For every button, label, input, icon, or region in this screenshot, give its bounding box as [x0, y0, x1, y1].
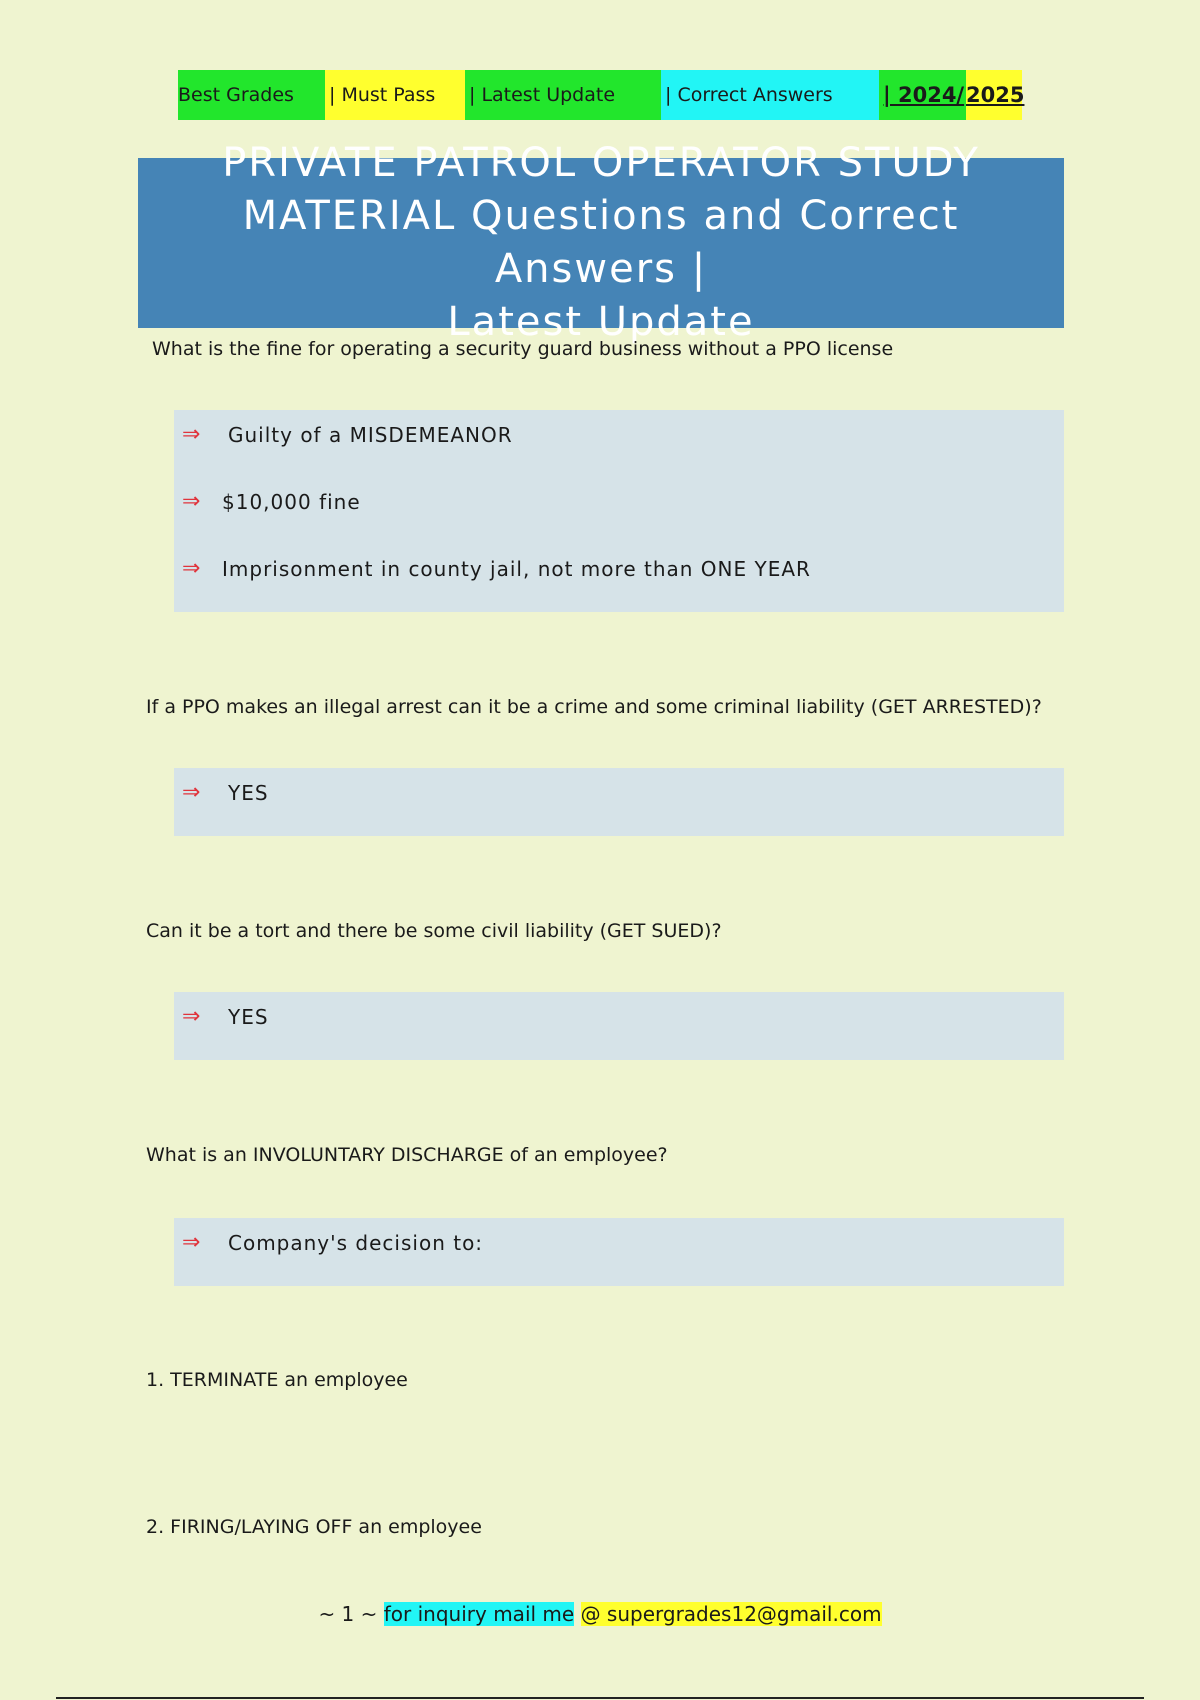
answer-box-3 [174, 992, 1064, 1060]
title-line-1: PRIVATE PATROL OPERATOR STUDY [222, 140, 980, 186]
inquiry-text: for inquiry mail me [383, 1602, 575, 1626]
double-arrow-right-icon: ⇒ [182, 556, 202, 581]
question-2: If a PPO makes an illegal arrest can it be a crime and some criminal liability (GET ARRESTED)? [146, 696, 1042, 718]
list-item: 1. TERMINATE an employee [146, 1369, 408, 1391]
answer-item [182, 556, 811, 581]
answer-text: YES [228, 780, 269, 805]
answer-text: Imprisonment in county jail, not more than ONE YEAR [222, 556, 811, 581]
answer-text: Company's decision to: [228, 1230, 484, 1255]
double-arrow-right-icon: ⇒ [182, 1004, 202, 1029]
double-arrow-right-icon: ⇒ [182, 1230, 202, 1255]
banner-year-start: | 2024/ [879, 70, 966, 120]
bottom-divider [56, 1697, 1144, 1699]
contact-email[interactable]: @ supergrades12@gmail.com [580, 1602, 882, 1626]
answer-box-2 [174, 768, 1064, 836]
answer-item [182, 1230, 483, 1255]
page-footer [0, 1602, 1200, 1626]
double-arrow-right-icon: ⇒ [182, 489, 202, 514]
document-title [138, 140, 1064, 345]
answer-text: $10,000 fine [222, 489, 361, 514]
answer-text: Guilty of a MISDEMEANOR [228, 422, 513, 447]
double-arrow-right-icon: ⇒ [182, 780, 202, 805]
banner-must-pass: | Must Pass [325, 70, 465, 120]
answer-item [182, 489, 361, 514]
banner-latest-update: | Latest Update [465, 70, 661, 120]
answer-box-1 [174, 410, 1064, 612]
banner-correct-answers: | Correct Answers [661, 70, 879, 120]
banner-year-end: 2025 [966, 70, 1022, 120]
answer-item [182, 1004, 269, 1029]
answer-item [182, 780, 269, 805]
answer-box-4 [174, 1218, 1064, 1286]
question-3: Can it be a tort and there be some civil liability (GET SUED)? [146, 920, 722, 942]
page-number: ~ 1 ~ [318, 1602, 378, 1626]
title-line-3: Latest Update [447, 299, 755, 345]
question-4: What is an INVOLUNTARY DISCHARGE of an employee? [146, 1144, 668, 1166]
answer-text: YES [228, 1004, 269, 1029]
answer-item [182, 422, 513, 447]
double-arrow-right-icon: ⇒ [182, 422, 202, 447]
title-line-2: MATERIAL Questions and Correct Answers | [242, 193, 960, 292]
header-banner [178, 70, 1025, 120]
question-1: What is the fine for operating a security guard business without a PPO license [152, 338, 894, 360]
list-item: 2. FIRING/LAYING OFF an employee [146, 1516, 482, 1538]
banner-best-grades: Best Grades [178, 70, 325, 120]
